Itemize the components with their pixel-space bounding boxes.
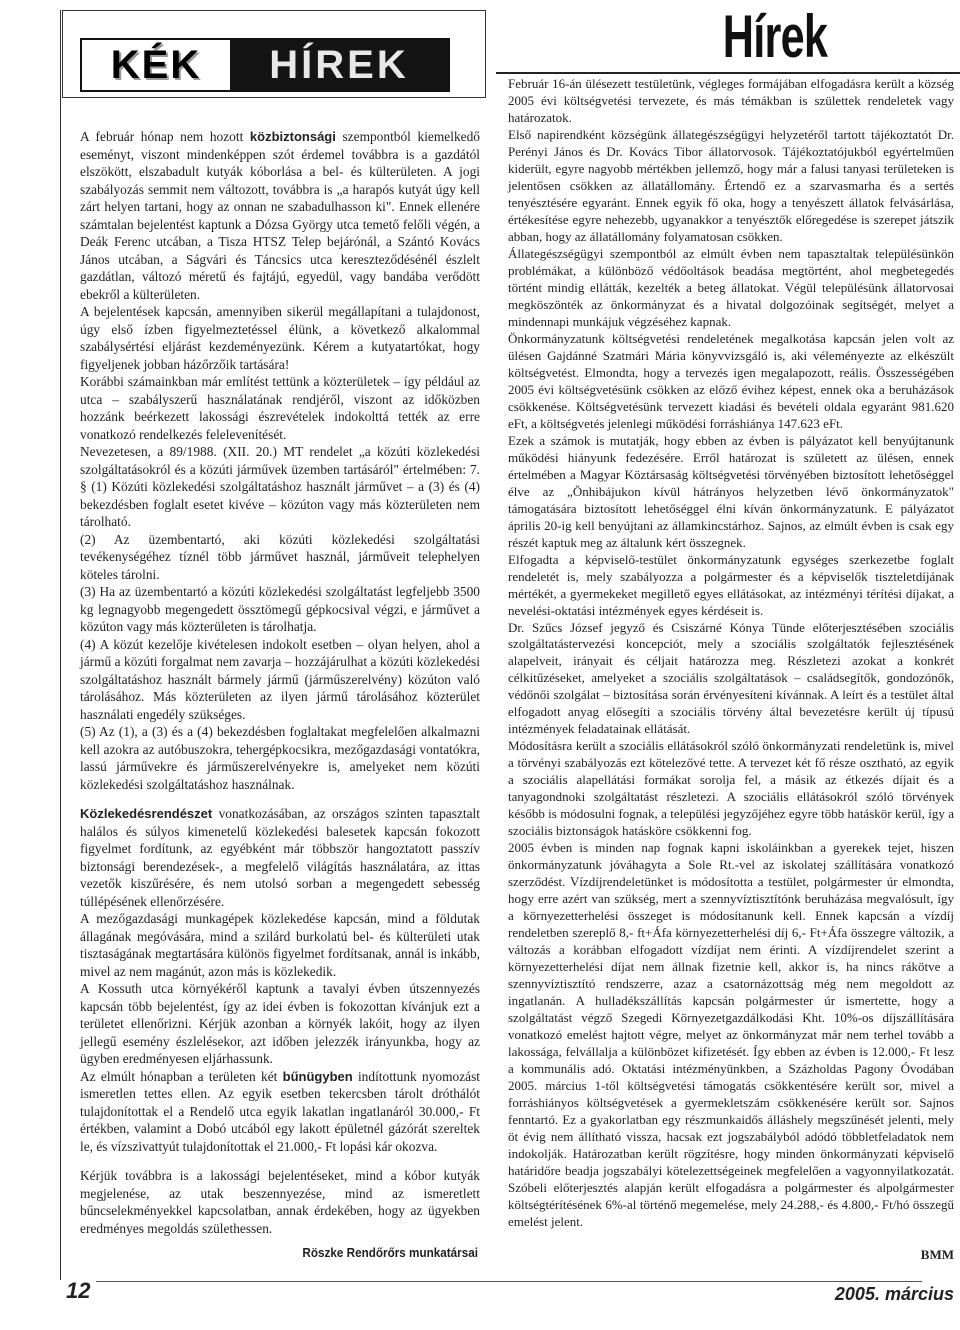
- title-rule: [496, 72, 960, 74]
- paragraph: Állategészségügyi szempontból az elmúlt évben nem tapasztaltak településünkön problémákat, a különböző védőoltások beadása megtörtént, ahol megbetegedés történt mindig ellátták, kezelték a beteg állatokat. Végül településünk állatorvosai megköszönték az önkormányzat és a hivatal dolgozóinak segítségét, melyet a mindennapi munkájuk végzéséhez kapnak.: [508, 245, 954, 329]
- paragraph: Közlekedésrendészet vonatkozásában, az országos szinten tapasztalt halálos és súlyos kimenetelű közlekedési balesetek kapcsán fokozott figyelmet fordítunk, az egyébként már többször hangoztatott passzív biztonsági berendezések-, a megfelelő világítás használatára, az ittas vezetők kiszűrésére, és nem utolsó sorban a megengedett sebesség túllépésének ellenőrzésére.: [80, 806, 480, 909]
- paragraph: Dr. Szűcs József jegyző és Csiszárné Kónya Tünde előterjesztésében szociális szolgáltatástervezési koncepciót, mely a szociális szolgáltatók fejlesztésének alapelveit, irányait és céljait határozza meg. Részletezi azokat a konkrét célkitűzéseket, amelyeket a szociális szolgáltatások – családsegítők, gondozónők, védőnői szolgálat – biztosítása során érvényesíteni kívánnak. A leírt és a testület által elfogadott anyag elősegíti a szociális törvény által bevezetésre került új típusú intézmények feladatainak ellátását.: [508, 619, 954, 737]
- council-news-column: [508, 76, 954, 1231]
- paragraph: Az elmúlt hónapban a területen két bűnügyben indítottunk nyomozást ismeretlen tettes ellen. Az egyik esetben tekercsben tárolt dróthálót tulajdonítottak el a Rendelő utca egyik lakatlan ingatlanáról 30.000,- Ft értékben, valamint a Dobó utcából egy lakott épületnél gázórát szereltek le, és vízszivattyút tulajdonítottak el 21.000,- Ft lopási kár okozva.: [80, 1068, 481, 1154]
- paragraph: Elfogadta a képviselő-testület önkormányzatunk egységes szerkezetbe foglalt rendeletét is, mely szabályozza a polgármester és a képviselők tiszteletdíjának mértékét, a gyermekeket megillető egyes ellátásokat, az intézményi térítési díjakat, a nevelési-oktatási intézmények egyes kérdéseit is.: [508, 551, 954, 618]
- paragraph: Korábbi számainkban már említést tettünk a közterületek – így például az utca – szabályszerű használatának rendjéről, viszont az időközben hozzánk beérkezett lakossági észrevételek indokolttá tették az erre vonatkozó rendelkezés felelevenítését.: [80, 374, 480, 442]
- kek-word: KÉK: [82, 40, 230, 90]
- page-number: 12: [66, 1278, 91, 1303]
- paragraph: Első napirendként községünk állategészségügyi helyzetéről tartott tájékoztatót Dr. Perényi János és Dr. Kovács Tibor állatorvosok. Tájékoztatójukból egyértelműen kiderült, egyre nagyobb mértékben jellemző, hogy már a falusi tanyasi területeken is jelentősen csökken az állatállomány. Értendő ez a szarvasmarha és a sertés tenyésztésére egyaránt. Ennek egyik fő oka, hogy a tenyészett állatok felvásárlása, értékesítése egyre nehezebb, ugyanakkor a tenyésztők előregedése is szerepet játszik abban, hogy az állatállomány folyamatosan csökken.: [508, 126, 954, 244]
- kek-hirek-logo: [80, 38, 450, 92]
- paragraph: Február 16-án ülésezett testületünk, végleges formájában elfogadásra került a község 2005 évi költségvetési tervezete, és más témákban is születtek rendeletek vagy határozatok.: [508, 76, 954, 125]
- paragraph: Önkormányzatunk költségvetési rendeletének megalkotása kapcsán jelen volt az ülésen Gajdánné Szatmári Mária könyvvizsgáló is, aki véleményezte az elkészült költségvetést. Elmondta, hogy a tervezés igen megalapozott, reális. Összességében 2005 évi költségvetésünk csökken az előző évihez képest, ennek oka a beruházások csökkenése. Költségvetésünk tervezett kiadási és bevételi oldala egyaránt 981.620 eFt, a költségvetés jelenlegi működési forráshiánya 147.623 eFt.: [508, 330, 954, 431]
- paragraph: (4) A közút kezelője kivételesen indokolt esetben – olyan helyen, ahol a jármű a közúti forgalmat nem zavarja – hozzájárulhat a közúti közlekedési szolgáltatáshoz használt bármely jármű (járműszerelvény) közúton való tárolásához. Más közterületen az ilyen jármű tárolásához közterület használati engedély szükséges.: [80, 636, 480, 722]
- paragraph: (3) Ha az üzembentartó a közúti közlekedési szolgáltatást legfeljebb 3500 kg legnagyobb megengedett össztömegű gépkocsival végzi, e járművet a közúton vagy más közterületen is tárolhatja.: [80, 584, 480, 634]
- paragraph: 2005 évben is minden nap fognak kapni iskoláinkban a gyerekek tejet, hiszen önkormányzatunk jóváhagyta a Sole Rt.-vel az iskolatej szállítására vonatkozó szerződést. Vízdíjrendeletünket is módosította a testület, polgármester úr elmondta, hogy erre azért van szükség, mert a szennyvíztisztítónk beruházása megvalósult, így a környezetterhelési összeget is módosítanunk kell. Ennek kapcsán a vízdíj rendeletben szereplő 8,- ft+Áfa környezetterhelési díj 6,- Ft+Áfa összegre változik, a változás a korábban elfogadott vízdíjat nem érinti. A vízdíjrendelet szerint a környezetterhelési díjat nem állnak fizetnie kell, akkor is, ha nincs rákötve a szennyvíztisztító rendszerre, azaz a csatornázottság még nem megoldott az ingatlanán. A hulladékszállítás kapcsán polgármester úr ismertette, hogy a szolgáltatást végző Szegedi Környezetgazdálkodási Kht. 10%-os díjszállítására vonatkozó emelést hajtott végre, melyet az önkormányzat már nem terhel tovább a lakossága, felvállalja a különbözet kifizetését. Így ebben az évben is 12.000,- Ft lesz a kommunális adó. Oktatási intézményünkben, a Százholdas Pagony Óvodában 2005. március 1-től költségvetési támogatás csökkentésére került sor, mivel a forráshiányos költségvetések a gyermekletszám csökkenésére került sor. Sajnos fenntartó. Ez a gyakorlatban egy részmunkaidős álláshely megszűnését jelenti, mely öt évig nem állítható vissza, hacsak ezt jogszabályból adódó többletfeladatok nem indokolják. Határozatban került rögzítésre, hogy minden önkormányzati képviselő határidőre beadja jogszabályi kötelezettségeinek megfelelően a vagyonnyilatkozatát. Szóbeli előterjesztés alapján került elfogadásra a polgármester és alpolgármester költségtérítésének 6%-al történő megemelése, mely 24.288,- és 4.800,- Ft/hó összegű emelést jelent.: [508, 840, 954, 1229]
- police-report-column: [80, 128, 480, 1237]
- hirek-word: HÍREK: [230, 40, 448, 90]
- left-margin-rule: [60, 10, 61, 1280]
- paragraph: Kérjük továbbra is a lakossági bejelentéseket, mind a kóbor kutyák megjelenése, az utak beszennyezése, mind az ismeretlett bűncselekményekkel kapcsolatban, annak érdekében, hogy az ügyekben eredményes megoldás születhessen.: [80, 1168, 480, 1236]
- paragraph: Ezek a számok is mutatják, hogy ebben az évben is pályázatot kell benyújtanunk működési hiányunk fedezésére. Erről határozat is született az ülésen, ennek értelmében a Magyar Köztársaság költségvetési törvényében biztosított lehetőséggel élve az „Önhibájukon kívül hátrányos helyzetben lévő önkormányzatok" támogatására biztosított lehetőséggel élni kíván önkormányzatunk. E pályázatot április 20-ig kell benyújtani az államkincstárhoz. Sajnos, az elmúlt évben is csak egy részét kaptuk meg az általunk kért összegnek.: [508, 432, 954, 550]
- paragraph: A Kossuth utca környékéről kaptunk a tavalyi évben útszennyezés kapcsán több bejelentést, így az idei évben is fokozottan kívánjuk ezt a területet ellenőrizni. Kérjük azonban a környék lakóit, hogy az ilyen jellegű esemény észlelésekor, azt időben jelezzék irányunkba, hogy az ügyben eredményesen eljárhassunk.: [80, 981, 480, 1066]
- footer-rule: [96, 1281, 922, 1282]
- paragraph: Módosításra került a szociális ellátásokról szóló önkormányzati rendeletünk is, mivel a törvényi szabályozás ezt kötelezővé tette. A tervezet két fő része osztható, az egyik a szociális alapellátási formákat sorolja fel, a másik az étkezés díjait és a tanyagondnoki szolgáltatást részletezi. A szociális ellátásokról szóló törvények később is módosulni fognak, a települési jegyzőjéhez egyre több hatáskör kerül, így a szociális biztonságok hatásköre csökkenni fog.: [508, 738, 954, 839]
- right-signature: BMM: [920, 1247, 954, 1262]
- paragraph: A mezőgazdasági munkagépek közlekedése kapcsán, mind a földutak állagának megóvására, mind a szilárd burkolatú bel- és külterületi utak tisztaságának megtartására különös figyelmet fordítsanak, annál is inkább, mivel az nem magánút, azon más is közlekedik.: [80, 911, 480, 979]
- hirek-section-title: Hírek: [722, 3, 828, 70]
- issue-date: 2005. március: [834, 1284, 954, 1304]
- paragraph: A bejelentések kapcsán, amennyiben sikerül megállapítani a tulajdonost, úgy első ízben figyelmeztetéssel élünk, a következő alkalommal szabálysértési eljárást kezdeményezünk. Kérem a kutyatartókat, hogy figyeljenek jobban házőrzőik tartására!: [80, 304, 480, 372]
- paragraph: A február hónap nem hozott közbiztonsági szempontból kiemelkedő eseményt, viszont mindenképpen szót érdemel továbbra is a gazdától elszökött, elszabadult kutyák kóborlása a bel- és külterületen. A jogi szabályozás semmit nem változott, továbbra is „a harapós kutyát úgy kell zárt helyen tartani, hogy az onnan ne szabadulhasson ki". Ennek ellenére számtalan bejelentést kaptunk a Dózsa György utca temető felőli végén, a Deák Ferenc utcában, a Tisza HTSZ Telep bejárónál, a Szántó Kovács János utcában, a Ságvári és Táncsics utca kereszteződésénél észlelt gazdátlan, változó méretű és fajtájú, egyedül, vagy bandába verődött ebekről a külterületen.: [80, 129, 480, 302]
- paragraph: (5) Az (1), a (3) és a (4) bekezdésben foglaltakat megfelelően alkalmazni kell azokra az autóbuszokra, tehergépkocsikra, mezőgazdasági vontatókra, lassú járművekre és járműszerelvényekre is, amelyeket nem közúti közlekedési szolgáltatáshoz használnak.: [80, 724, 480, 792]
- paragraph: Nevezetesen, a 89/1988. (XII. 20.) MT rendelet „a közúti közlekedési szolgáltatásokról és a közúti járművek üzemben tartásáról" értelmében: 7. § (1) Közúti közlekedési szolgáltatáshoz használt járművet – a (3) és (4) bekezdésben foglalt esetet kivéve – közúton vagy más közterületen nem tárolható.: [80, 444, 480, 529]
- paragraph: (2) Az üzembentartó, aki közúti közlekedési szolgáltatási tevékenységéhez tíznél több járművet használ, járműveit telephelyen köteles tárolni.: [80, 531, 480, 582]
- left-signature: Röszke Rendőrőrs munkatársai: [302, 1245, 478, 1260]
